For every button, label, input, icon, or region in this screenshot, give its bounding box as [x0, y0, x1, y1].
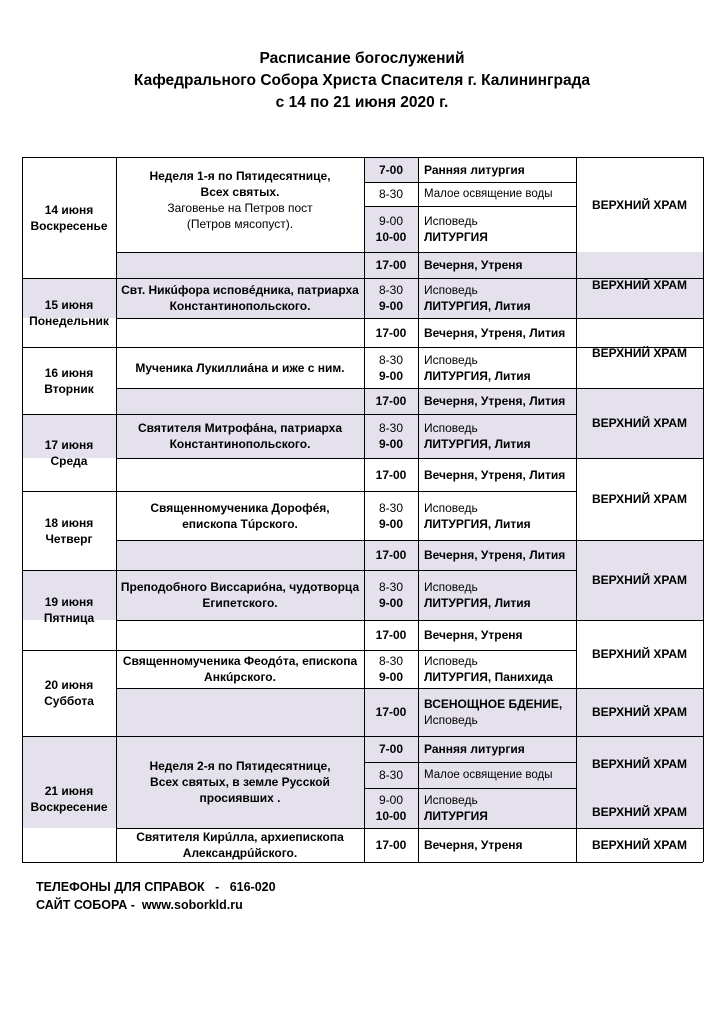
day-weekday: Понедельник	[29, 313, 109, 328]
day-date-cell: 17 июня Среда	[44, 437, 94, 468]
day-date: 15 июня	[44, 297, 94, 312]
feast-cell: Мученика Лукиллиáна и иже с ним.	[135, 360, 345, 375]
location-cell: ВЕРХНИЙ ХРАМ	[591, 573, 688, 587]
day-weekday: Воскресенье	[30, 218, 108, 233]
service-name: Исповедь ЛИТУРГИЯ	[424, 793, 488, 823]
title-line-3: с 14 по 21 июня 2020 г.	[275, 94, 449, 111]
day-date-cell: 20 июня Суббота	[44, 678, 94, 708]
service-time: 8-30 9-00	[378, 654, 404, 684]
service-name: Исповедь ЛИТУРГИЯ, Лития	[424, 283, 531, 313]
location-cell: ВЕРХНИЙ ХРАМ	[591, 705, 688, 719]
title-line-1: Расписание богослужений	[259, 50, 465, 67]
service-name: Вечерня, Утреня	[424, 628, 523, 642]
service-time: 8-30 9-00	[378, 352, 404, 383]
feast-line: (Петров мясопуст).	[186, 217, 294, 231]
location-cell: ВЕРХНИЙ ХРАМ	[591, 647, 688, 661]
website-line[interactable]: САЙТ СОБОРА - www.soborkld.ru	[36, 898, 243, 912]
feast-cell: Священномученика Феодóта, епископа Анкúрского.	[122, 654, 358, 684]
service-time: 17-00	[375, 258, 407, 272]
service-name: Малое освящение воды	[424, 769, 553, 781]
service-time: 7-00	[378, 163, 404, 177]
service-time: 9-00 10-00	[375, 793, 407, 823]
location-cell: ВЕРХНИЙ ХРАМ	[591, 805, 688, 819]
feast-cell: Святителя Кирúлла, архиепископа Александрúйского.	[136, 830, 344, 860]
feast-cell: Неделя 2-я по Пятидесятнице, Всех святых, в земле Русской просиявших .	[149, 759, 331, 805]
service-time: 17-00	[375, 394, 407, 408]
day-date-cell: 21 июня Воскресение	[30, 784, 108, 814]
location-cell: ВЕРХНИЙ ХРАМ	[591, 838, 688, 852]
service-time: 9-00 10-00	[375, 214, 407, 244]
service-time: 17-00	[375, 325, 407, 340]
service-time: 17-00	[375, 838, 407, 852]
service-time: 8-30	[378, 187, 404, 201]
location-cell: ВЕРХНИЙ ХРАМ	[591, 346, 688, 360]
table-border	[22, 862, 703, 863]
feast-cell: Святителя Митрофáна, патриарха Константинопольского.	[137, 421, 343, 451]
service-time: 8-30 9-00	[378, 421, 404, 451]
service-name: Вечерня, Утреня, Лития	[424, 548, 566, 562]
feast-line: Неделя 1-я по Пятидесятнице,	[149, 169, 331, 183]
service-name: Исповедь ЛИТУРГИЯ, Лития	[424, 352, 531, 383]
service-time: 8-30	[378, 768, 404, 782]
service-name: ВСЕНОЩНОЕ БДЕНИЕ, Исповедь	[424, 697, 563, 727]
service-time: 8-30 9-00	[378, 283, 404, 313]
day-date-cell	[22, 278, 116, 347]
location-cell: ВЕРХНИЙ ХРАМ	[591, 416, 688, 430]
service-name: Ранняя литургия	[424, 742, 525, 756]
service-name: Вечерня, Утреня	[424, 838, 523, 852]
service-time: 17-00	[375, 628, 407, 642]
feast-cell	[116, 160, 364, 240]
contact-footer	[36, 878, 276, 914]
service-name: Исповедь ЛИТУРГИЯ, Лития	[424, 580, 531, 610]
service-time: 17-00	[375, 548, 407, 562]
service-name: Исповедь ЛИТУРГИЯ, Лития	[424, 500, 531, 531]
day-date: 14 июня	[44, 202, 94, 217]
service-time: 7-00	[378, 742, 404, 756]
phones-line: ТЕЛЕФОНЫ ДЛЯ СПРАВОК - 616-020	[36, 880, 276, 894]
location-cell: ВЕРХНИЙ ХРАМ	[591, 757, 688, 771]
service-time: 17-00	[375, 705, 407, 719]
feast-line: Всех святых.	[200, 185, 280, 199]
feast-cell: Священномученика Дорофéя, епископа Тúрского.	[150, 500, 330, 531]
service-name: Вечерня, Утреня, Лития	[424, 467, 566, 482]
table-border	[703, 157, 704, 862]
service-name: Исповедь ЛИТУРГИЯ	[424, 214, 488, 244]
service-name: Исповедь ЛИТУРГИЯ, Панихида	[424, 654, 553, 684]
service-name: Исповедь ЛИТУРГИЯ, Лития	[424, 421, 531, 451]
day-date-cell: 19 июня Пятница	[43, 595, 95, 625]
location-cell: ВЕРХНИЙ ХРАМ	[591, 197, 688, 212]
service-name: Вечерня, Утреня, Лития	[424, 394, 566, 408]
service-time: 8-30 9-00	[378, 580, 404, 610]
service-time: 8-30 9-00	[378, 500, 404, 531]
service-name: Малое освящение воды	[424, 188, 553, 200]
service-name: Вечерня, Утреня, Лития	[424, 325, 566, 340]
service-name: Вечерня, Утреня	[424, 258, 523, 272]
location-cell: ВЕРХНИЙ ХРАМ	[591, 278, 688, 292]
location-cell: ВЕРХНИЙ ХРАМ	[591, 492, 688, 506]
day-date-cell	[22, 157, 116, 278]
service-time: 17-00	[375, 467, 407, 482]
service-name: Ранняя литургия	[424, 163, 525, 177]
feast-cell: Свт. Никúфора исповéдника, патриарха Константинопольского.	[121, 283, 359, 313]
feast-line: Заговенье на Петров пост	[167, 201, 313, 215]
feast-cell: Преподобного Виссариóна, чудотворца Египетского.	[120, 580, 360, 610]
day-date-cell: 16 июня Вторник	[44, 365, 94, 396]
day-date-cell: 18 июня Четверг	[44, 515, 94, 546]
title-line-2: Кафедрального Собора Христа Спасителя г. Калининграда	[133, 72, 591, 89]
